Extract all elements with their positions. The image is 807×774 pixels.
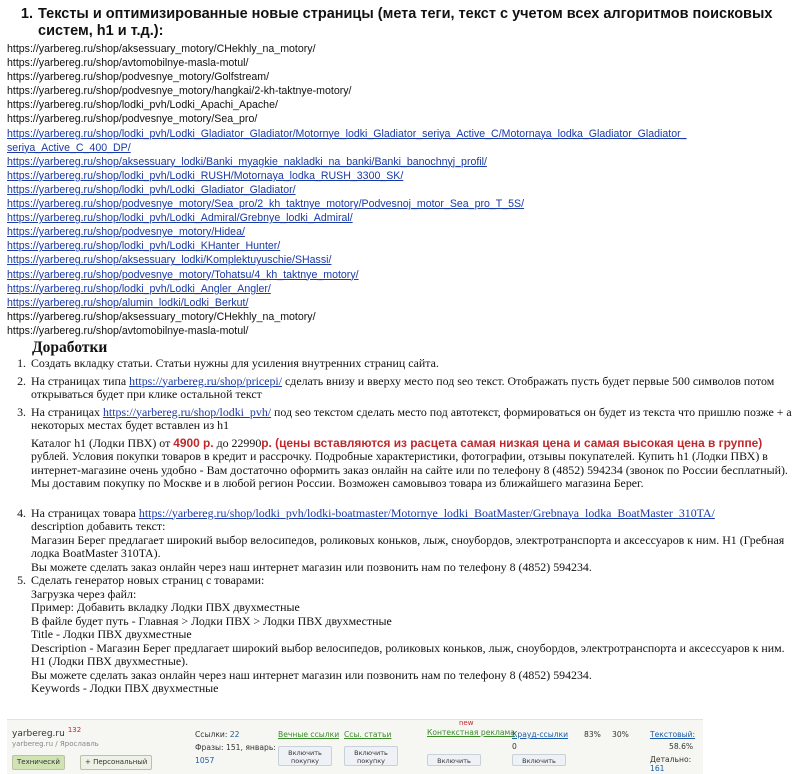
metric-percent: 83% [584, 730, 601, 739]
generator-line: Вы можете сделать заказ онлайн через наш интернет магазин или позвонить нам по телефону 8 (4852) 594234. [31, 667, 592, 682]
url-link[interactable]: https://yarbereg.ru/shop/podvesnye_motory/Sea_pro/2_kh_taktnye_motory/Podvesnoj_motor_Sea_pro_T_5S/ [7, 198, 525, 211]
url-link[interactable]: https://yarbereg.ru/shop/aksessuary_lodki/Komplektuyuschie/SHassi/ [7, 254, 332, 267]
links-value[interactable]: 22 [229, 730, 240, 739]
new-badge: new [459, 719, 474, 727]
generator-line: Title - Лодки ПВХ двухместные [31, 627, 192, 641]
description-text: Вы можете сделать заказ онлайн через наш интернет магазин или позвонить нам по телефону 8 (4852) 594234. [31, 559, 592, 574]
list-text: Сделать генератор новых страниц с товарами: [31, 573, 265, 587]
phrases-stat [195, 743, 276, 752]
links-stat [195, 730, 240, 739]
generator-line: Пример: Добавить вкладку Лодки ПВХ двухместные [31, 600, 300, 614]
links-label: Ссылки: [195, 730, 228, 739]
section-texts [7, 6, 802, 338]
list-number: 4. [17, 505, 26, 520]
crowd-links-link[interactable]: Крауд-ссылки [512, 730, 569, 739]
price-low: 4900 р. [173, 435, 214, 450]
price-note: р. (цены вставляются из расцета самая низкая цена и самая высокая цена в группе) [261, 435, 763, 450]
url-item: https://yarbereg.ru/shop/aksessuary_motory/CHekhly_na_motory/ [7, 310, 316, 323]
text-fragment: рублей. Условия покупки товаров в кредит и рассрочку. Подробные характеристики, фотографии, отзывы покупателей. Купить h1 (Лодки ПВХ) в интернет-магазине очень удобно - Вам достаточно оформить заказ онлайн на сайте или по телефону 8 (4852) 594234 (звонок по России бесплатный). Мы доставим покупку по Москве и в любой регион России. Возможен самовывоз товара из ближайшего магазина Берег. [31, 449, 788, 490]
section-heading [7, 6, 802, 40]
text-fragment: Каталог h1 (Лодки ПВХ) от [31, 435, 174, 450]
list-item [7, 574, 797, 696]
improvements-heading: Доработки [32, 339, 108, 356]
url-item: https://yarbereg.ru/shop/podvesnye_motory/hangkai/2-kh-taktnye-motory/ [7, 85, 352, 98]
phrases-label: Фразы: 151, январь: [195, 743, 276, 752]
generator-line: В файле будет путь - Главная > Лодки ПВХ > Лодки ПВХ двухместные [31, 613, 392, 628]
description-label: description добавить текст: [31, 519, 166, 533]
url-link[interactable]: https://yarbereg.ru/shop/lodki_pvh/Lodki_KHanter_Hunter/ [7, 240, 281, 253]
url-link[interactable]: https://yarbereg.ru/shop/podvesnye_motory/Hidea/ [7, 226, 245, 239]
list-item [7, 375, 797, 402]
seo-articles-link[interactable]: Ссы. статьи [344, 730, 392, 739]
enable-purchase-button[interactable]: Включить покупку [344, 746, 398, 766]
list-text [31, 406, 797, 433]
text-fragment: На страницах [31, 404, 103, 419]
detail-stat [650, 755, 703, 773]
detail-label: Детально: [650, 755, 692, 764]
text-ratio-link[interactable]: Текстовый: [650, 730, 696, 739]
list-text [31, 375, 797, 402]
phrases-count [195, 756, 214, 765]
url-link[interactable]: https://yarbereg.ru/shop/lodki_pvh/Lodki_RUSH/Motornaya_lodka_RUSH_3300_SK/ [7, 169, 404, 182]
list-number: 1. [17, 356, 26, 370]
url-link[interactable]: https://yarbereg.ru/shop/lodki_pvh/Lodki_Gladiator_Gladiator/ [7, 183, 296, 196]
text-fragment: сделать внизу и вверху место под seo текст. Отображать пусть будет первые 500 символов потом открываться будет при клике остальной текст [31, 373, 775, 401]
list-number: 2. [17, 373, 26, 388]
url-link[interactable]: https://yarbereg.ru/shop/lodki_pvh/Lodki_Gladiator_Gladiator/Motornye_lodki_Gladiator_seriya_Active_C/Motornaya_lodka_Gladiator_Gladiator_seriya_Active_C_400_DP/ [7, 127, 687, 154]
autotext-template [31, 437, 797, 491]
detail-value[interactable]: 161 [650, 764, 665, 773]
text-fragment: На страницах типа [31, 373, 130, 388]
list-body [31, 507, 797, 575]
url-item: https://yarbereg.ru/shop/avtomobilnye-masla-motul/ [7, 324, 249, 337]
list-body [31, 406, 797, 491]
url-item: https://yarbereg.ru/shop/podvesnye_motory/Golfstream/ [7, 71, 270, 84]
eternal-links-link[interactable]: Вечные ссылки [278, 730, 340, 739]
list-text: Создать вкладку статьи. Статьи нужны для усиления внутренних страниц сайта. [31, 356, 439, 370]
tab-personal[interactable]: + Персональный [80, 755, 152, 770]
section-title: Тексты и оптимизированные новые страницы (мета теги, текст с учетом всех алгоритмов поисковых систем, h1 и т.д.): [38, 6, 773, 39]
generator-line: Description - Магазин Берег предлагает широкий выбор велосипедов, роликовых коньков, лыж, сноубордов, электротранспорта и аксессуаров к ним. Н1 (Лодки ПВХ двухместные). [31, 640, 785, 668]
url-item: https://yarbereg.ru/shop/avtomobilnye-masla-motul/ [7, 57, 249, 70]
seo-toolbar [7, 719, 703, 774]
url-link[interactable]: https://yarbereg.ru/shop/alumin_lodki/Lodki_Berkut/ [7, 296, 249, 309]
list-item [7, 357, 797, 371]
phrases-value[interactable]: 1057 [195, 756, 215, 765]
url-list [7, 42, 802, 338]
enable-purchase-button[interactable]: Включить покупку [278, 746, 332, 766]
text-fragment: до 22990 [213, 435, 262, 450]
metric-percent: 30% [612, 730, 629, 739]
generator-line: Загрузка через файл: [31, 586, 137, 601]
url-link[interactable]: https://yarbereg.ru/shop/podvesnye_motory/Tohatsu/4_kh_taktnye_motory/ [7, 268, 359, 281]
list-text [31, 507, 797, 521]
section-improvements [7, 339, 797, 696]
text-fragment: под seo текстом сделать место под автотекст, формироваться он будет из текста что пришлю позже + а некоторых местах будет вставлен из h1 [31, 404, 792, 432]
list-number: 3. [17, 404, 26, 419]
url-item: https://yarbereg.ru/shop/lodki_pvh/Lodki_Apachi_Apache/ [7, 99, 278, 112]
crowd-links-value: 0 [512, 742, 517, 751]
description-text: Магазин Берег предлагает широкий выбор велосипедов, роликовых коньков, лыж, сноубордов, электротранспорта и аксессуаров к ним. Н1 (Гребная лодка BoatMaster 310TA). [31, 532, 785, 560]
url-item: https://yarbereg.ru/shop/aksessuary_motory/CHekhly_na_motory/ [7, 43, 316, 55]
lodki-pvh-link[interactable]: https://yarbereg.ru/shop/lodki_pvh/ [102, 404, 272, 419]
text-ratio-value: 58.6% [669, 742, 694, 751]
generator-line: Keywords - Лодки ПВХ двухместные [31, 681, 219, 695]
enable-button[interactable]: Включить [427, 754, 481, 766]
list-item [7, 406, 797, 491]
url-link[interactable]: https://yarbereg.ru/shop/aksessuary_lodki/Banki_myagkie_nakladki_na_banki/Banki_banochnyj_profil/ [7, 155, 487, 168]
url-link[interactable]: https://yarbereg.ru/shop/lodki_pvh/Lodki_Admiral/Grebnye_lodki_Admiral/ [7, 212, 353, 225]
enable-button[interactable]: Включить [512, 754, 566, 766]
site-count: 132 [67, 726, 82, 734]
text-fragment: На страницах товара [31, 505, 139, 520]
list-number: 5. [17, 573, 26, 587]
url-item: https://yarbereg.ru/shop/podvesnye_motory/Sea_pro/ [7, 113, 258, 126]
boatmaster-link[interactable]: https://yarbereg.ru/shop/lodki_pvh/lodki-boatmaster/Motornye_lodki_BoatMaster/Grebnaya_lodka_BoatMaster_310TA/ [138, 505, 715, 520]
site-region: yarbereg.ru / Ярославль [12, 740, 99, 748]
tab-technical[interactable]: Техническй [12, 755, 65, 770]
context-ads-link[interactable]: Контекстная реклама [427, 728, 515, 737]
site-name[interactable] [12, 726, 81, 739]
url-link[interactable]: https://yarbereg.ru/shop/lodki_pvh/Lodki_Angler_Angler/ [7, 282, 271, 295]
list-item [7, 507, 797, 575]
list-body [31, 574, 797, 696]
site-domain: yarbereg.ru [12, 729, 65, 739]
section-number: 1. [20, 6, 33, 22]
pricepi-link[interactable]: https://yarbereg.ru/shop/pricepi/ [129, 373, 283, 388]
